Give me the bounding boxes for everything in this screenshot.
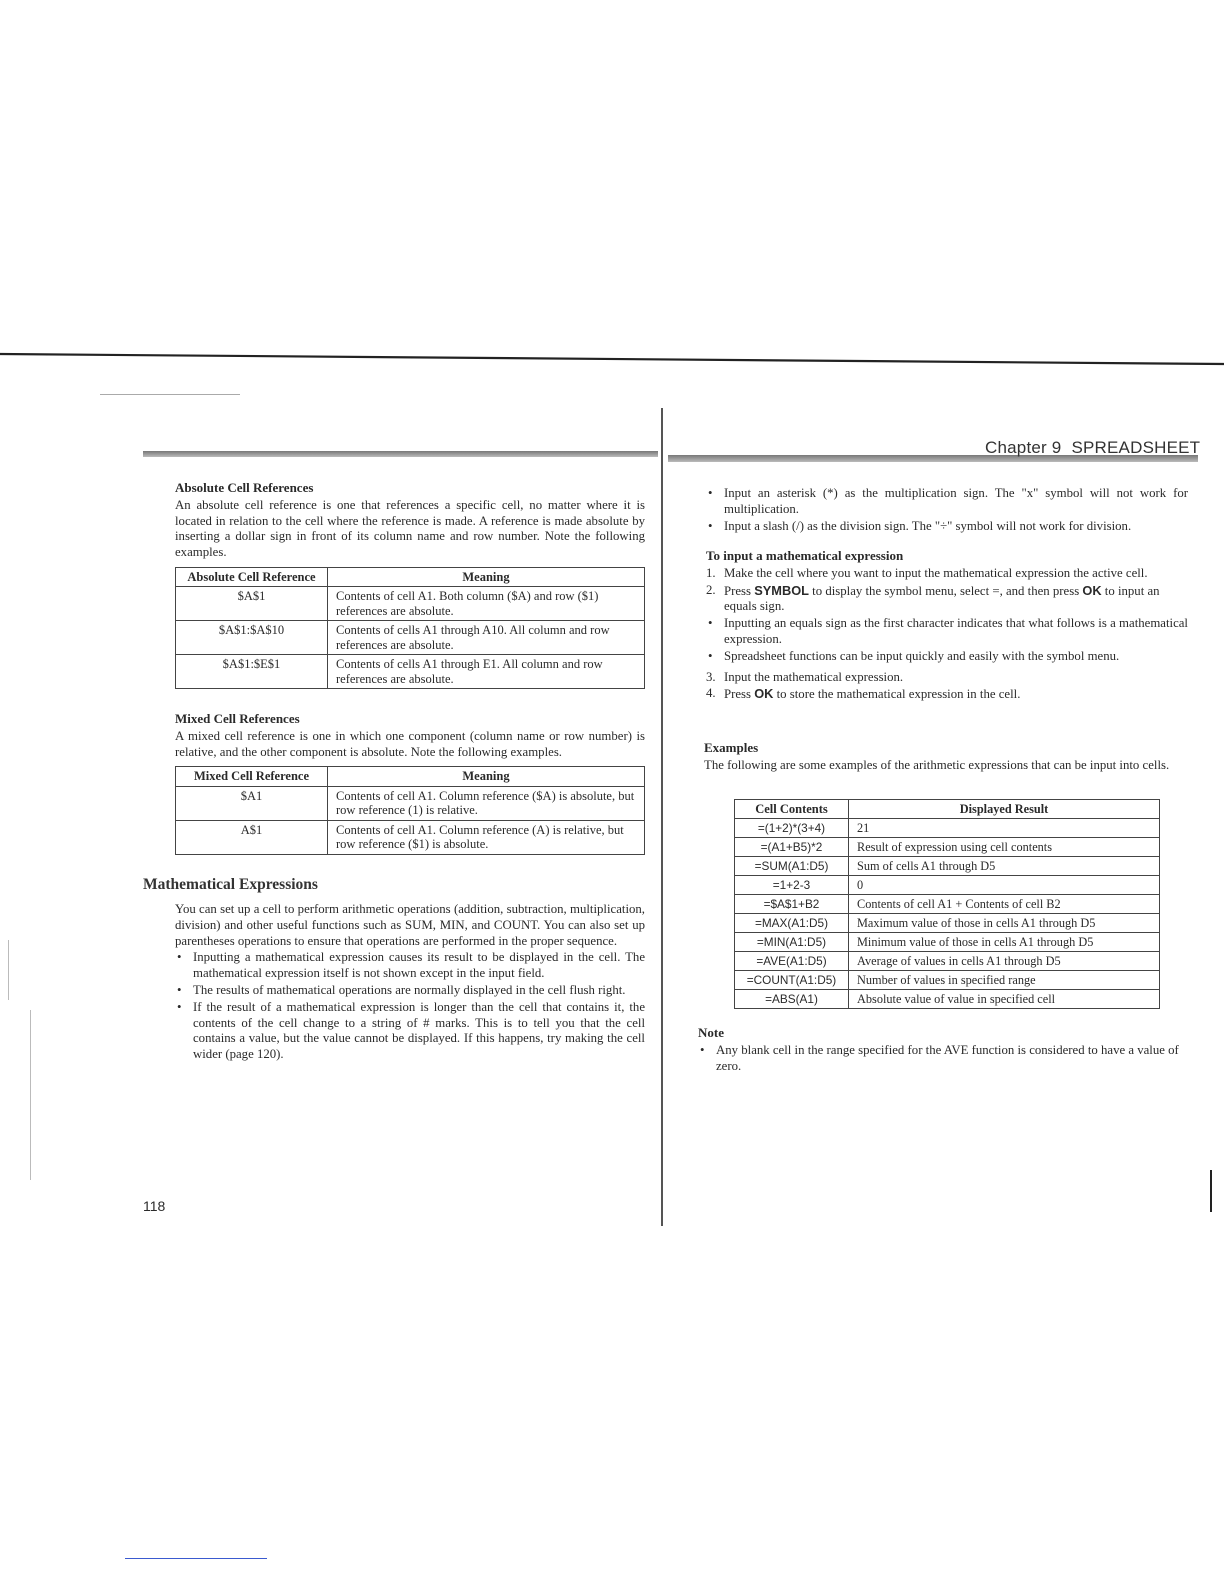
table-cell: $A$1:$A$10 (176, 621, 328, 655)
table-cell: =(1+2)*(3+4) (735, 819, 849, 838)
chapter-title: SPREADSHEET (1071, 438, 1201, 457)
input-math-heading: To input a mathematical expression (706, 548, 904, 563)
table-cell: Average of values in cells A1 through D5 (849, 952, 1160, 971)
list-item: • If the result of a mathematical expression is longer than the cell that contains it, the contents of the cell change to a string of # marks. This is to tell you that the cell contains a value, but the value cannot be displayed. If this happens, try making the cell wider (page 120). (175, 1000, 645, 1063)
table-header-row (176, 567, 645, 587)
table-header-cell: Cell Contents (735, 800, 849, 819)
table-header-row (735, 800, 1160, 819)
examples-table (734, 799, 1160, 1009)
table-cell: 21 (849, 819, 1160, 838)
table-cell: Contents of cell A1. Column reference (A) is relative, but row reference ($1) is absolute. (328, 820, 645, 854)
table-cell: Contents of cell A1. Both column ($A) and row ($1) references are absolute. (328, 587, 645, 621)
math-bullet-list (175, 950, 645, 1063)
table-header-cell: Meaning (328, 767, 645, 787)
note-heading: Note (698, 1025, 724, 1040)
scan-edge-mark (1210, 1170, 1212, 1212)
table-row (176, 655, 645, 689)
table-row (176, 621, 645, 655)
table-row (176, 786, 645, 820)
key-ok: OK (1082, 582, 1102, 598)
table-cell: 0 (849, 876, 1160, 895)
chapter-label: Chapter 9 (985, 438, 1062, 457)
list-item: • Input an asterisk (*) as the multiplication sign. The "x" symbol will not work for multiplication. (706, 486, 1188, 518)
table-header-cell: Mixed Cell Reference (176, 767, 328, 787)
step-number: 1. (706, 565, 716, 580)
examples-heading: Examples (704, 740, 759, 755)
scan-bottom-mark (125, 1558, 267, 1559)
step-text: Press (724, 583, 755, 598)
note-bullet-list (698, 1043, 1186, 1075)
mixed-heading: Mixed Cell References (175, 711, 300, 726)
absolute-section (175, 480, 645, 689)
table-cell: =MAX(A1:D5) (735, 914, 849, 933)
table-cell: =AVE(A1:D5) (735, 952, 849, 971)
list-item: • Spreadsheet functions can be input quickly and easily with the symbol menu. (706, 649, 1188, 665)
table-row (735, 857, 1160, 876)
math-heading: Mathematical Expressions (143, 876, 318, 893)
input-math-section (706, 548, 1188, 704)
table-cell: =ABS(A1) (735, 990, 849, 1009)
table-cell: Contents of cells A1 through E1. All column and row references are absolute. (328, 655, 645, 689)
list-item: • Inputting a mathematical expression causes its result to be displayed in the cell. The mathematical expression itself is not shown except in the input field. (175, 950, 645, 982)
table-cell: Sum of cells A1 through D5 (849, 857, 1160, 876)
key-ok: OK (754, 686, 774, 702)
table-cell: Maximum value of those in cells A1 through D5 (849, 914, 1160, 933)
page-top-rule (0, 350, 1224, 370)
table-cell: Result of expression using cell contents (849, 838, 1160, 857)
absolute-body: An absolute cell reference is one that references a specific cell, no matter where it is located in relation to the cell where the reference is made. A reference is made absolute by inserting a dollar sign in front of its column name and row number. Note the following examples. (175, 497, 645, 560)
table-cell: =SUM(A1:D5) (735, 857, 849, 876)
table-cell: $A$1:$E$1 (176, 655, 328, 689)
operator-bullet-list (706, 486, 1188, 534)
table-header-row (176, 767, 645, 787)
step-item (706, 566, 1188, 582)
input-sub-bullets (706, 616, 1188, 664)
step-item (706, 686, 1188, 703)
list-item: • Input a slash (/) as the division sign. The "÷" symbol will not work for division. (706, 519, 1188, 535)
examples-section (704, 740, 1188, 774)
step-number: 2. (706, 582, 716, 597)
table-row (176, 820, 645, 854)
list-item: • Inputting an equals sign as the first character indicates that what follows is a mathematical expression. (706, 616, 1188, 648)
page-number: 118 (143, 1198, 166, 1214)
step-text: to input an equals sign. (724, 583, 1160, 614)
right-top-bullets (706, 485, 1188, 535)
step-text: Make the cell where you want to input the mathematical expression the active cell. (724, 565, 1148, 580)
table-cell: =$A$1+B2 (735, 895, 849, 914)
chapter-header (985, 438, 1200, 458)
table-row (735, 952, 1160, 971)
table-header-cell: Meaning (328, 567, 645, 587)
absolute-reference-table (175, 567, 645, 690)
input-steps-list-continued (706, 670, 1188, 704)
step-text: Press (724, 687, 755, 702)
left-header-rule (143, 451, 658, 457)
scan-margin-mark (30, 1010, 31, 1180)
page-spine (661, 408, 663, 1226)
absolute-heading: Absolute Cell References (175, 480, 314, 495)
step-number: 4. (706, 686, 716, 701)
list-item: • The results of mathematical operations are normally displayed in the cell flush right. (175, 983, 645, 999)
examples-body: The following are some examples of the arithmetic expressions that can be input into cells. (704, 757, 1170, 772)
mixed-body: A mixed cell reference is one in which one component (column name or row number) is relative, and the other component is absolute. Note the following examples. (175, 728, 645, 759)
table-cell: =1+2-3 (735, 876, 849, 895)
step-item (706, 670, 1188, 686)
table-header-cell: Displayed Result (849, 800, 1160, 819)
table-row (735, 876, 1160, 895)
step-text: to store the mathematical expression in the cell. (773, 687, 1021, 702)
table-cell: A$1 (176, 820, 328, 854)
step-text: to display the symbol menu, select =, and then press (808, 583, 1083, 598)
table-cell: =COUNT(A1:D5) (735, 971, 849, 990)
table-header-cell: Absolute Cell Reference (176, 567, 328, 587)
scan-margin-mark (8, 940, 9, 1000)
scan-mark-line (100, 394, 240, 395)
list-item: • Any blank cell in the range specified for the AVE function is considered to have a value of zero. (698, 1043, 1186, 1075)
key-symbol: SYMBOL (754, 582, 809, 598)
table-cell: $A$1 (176, 587, 328, 621)
mixed-section (175, 711, 645, 855)
table-cell: Minimum value of those in cells A1 through D5 (849, 933, 1160, 952)
table-cell: =MIN(A1:D5) (735, 933, 849, 952)
step-item (706, 583, 1188, 616)
math-body: You can set up a cell to perform arithmetic operations (addition, subtraction, multiplication, division) and other useful functions such as SUM, MIN, and COUNT. You can also set up parentheses operations to ensure that operations are performed in the proper sequence. (175, 902, 645, 948)
table-row (735, 933, 1160, 952)
table-row (735, 914, 1160, 933)
table-row (735, 971, 1160, 990)
table-row (735, 819, 1160, 838)
table-cell: =(A1+B5)*2 (735, 838, 849, 857)
table-cell: Contents of cell A1. Column reference ($A) is absolute, but row reference (1) is relative. (328, 786, 645, 820)
step-number: 3. (706, 669, 716, 684)
step-text: Input the mathematical expression. (724, 669, 904, 684)
math-section (175, 902, 645, 1064)
table-cell: $A1 (176, 786, 328, 820)
table-cell: Number of values in specified range (849, 971, 1160, 990)
mixed-reference-table (175, 766, 645, 855)
table-row (735, 838, 1160, 857)
table-cell: Absolute value of value in specified cell (849, 990, 1160, 1009)
input-steps-list (706, 566, 1188, 615)
table-row (735, 895, 1160, 914)
note-section (698, 1025, 1186, 1075)
table-row (176, 587, 645, 621)
table-cell: Contents of cells A1 through A10. All column and row references are absolute. (328, 621, 645, 655)
table-cell: Contents of cell A1 + Contents of cell B2 (849, 895, 1160, 914)
table-row (735, 990, 1160, 1009)
